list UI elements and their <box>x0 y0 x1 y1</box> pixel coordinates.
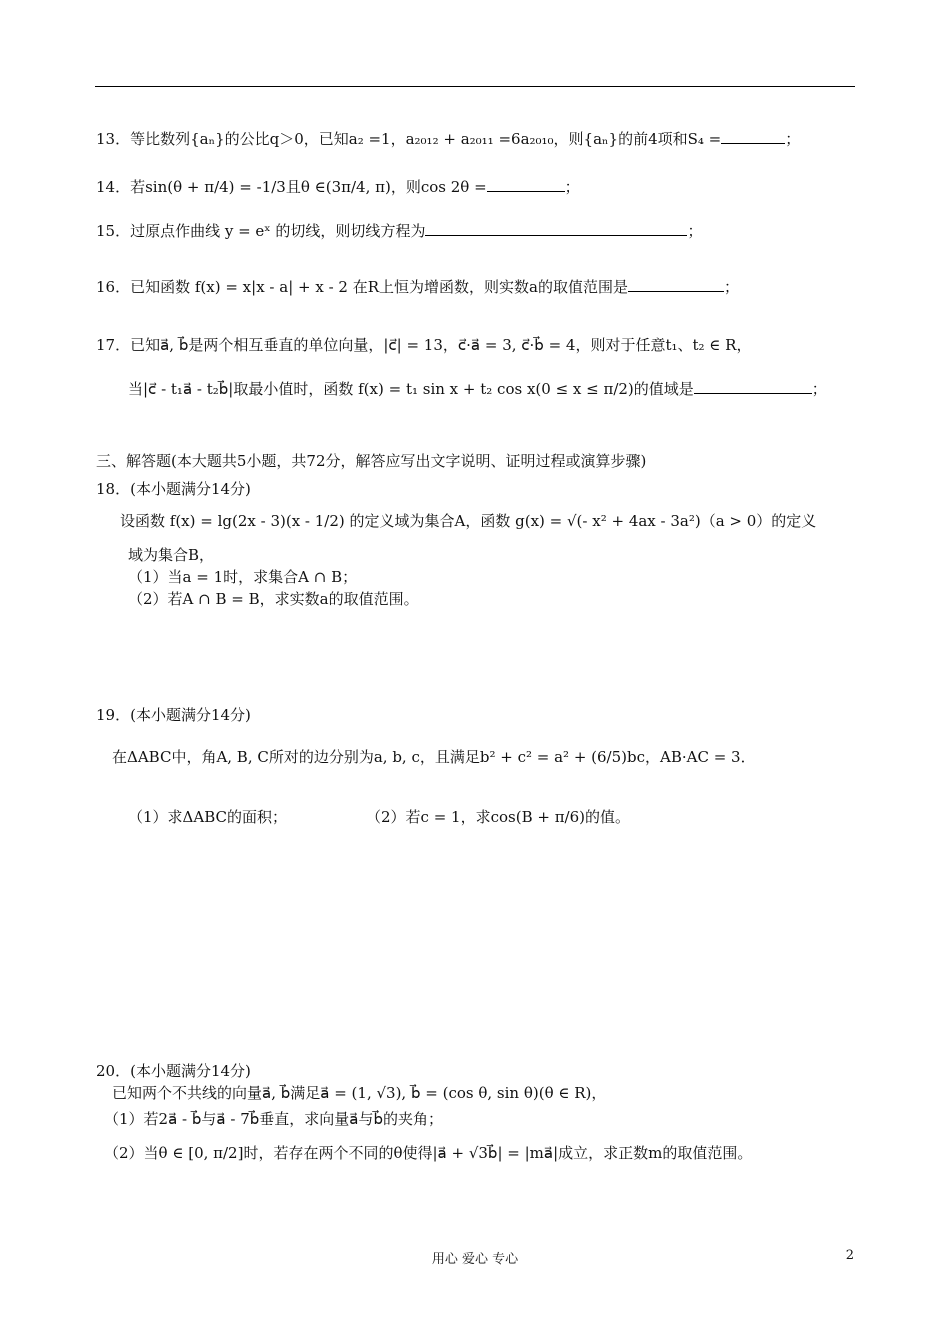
q20-part1: （1）若2a⃗ - b⃗与a⃗ - 7b⃗垂直，求向量a⃗与b⃗的夹角； <box>104 1110 443 1128</box>
q19-title: 19．(本小题满分14分) <box>96 706 251 724</box>
q20-part2: （2）当θ ∈ [0, π/2]时，若存在两个不同的θ使得|a⃗ + √3b⃗| = |ma⃗|成立，求正数m的取值范围。 <box>104 1144 753 1162</box>
page-number: 2 <box>845 1248 854 1263</box>
q18-part1: （1）当a = 1时，求集合A ∩ B； <box>128 568 358 586</box>
q18-line1: 设函数 f(x) = lg(2x - 3)(x - 1/2) 的定义域为集合A，函数 g(x) = √(- x² + 4ax - 3a²)（a > 0）的定义 <box>120 512 817 530</box>
question-15: 15．过原点作曲线 y = eˣ 的切线，则切线方程为 ； <box>96 222 703 240</box>
question-17: 17．已知a⃗, b⃗是两个相互垂直的单位向量，|c⃗| = 13，c⃗·a⃗ = 3, c⃗·b⃗ = 4，则对于任意t₁、t₂ ∈ R， <box>96 336 752 354</box>
header-rule <box>95 86 855 87</box>
question-17-cont: 当|c⃗ - t₁a⃗ - t₂b⃗|取最小值时，函数 f(x) = t₁ sin x + t₂ cos x(0 ≤ x ≤ π/2)的值域是 ； <box>128 380 827 398</box>
q20-line1: 已知两个不共线的向量a⃗, b⃗满足a⃗ = (1, √3), b⃗ = (cos θ, sin θ)(θ ∈ R)， <box>112 1084 607 1102</box>
q18-part2: （2）若A ∩ B = B，求实数a的取值范围。 <box>128 590 419 608</box>
question-13: 13．等比数列{aₙ}的公比q＞0，已知a₂ =1，a₂₀₁₂ + a₂₀₁₁ =6a₂₀₁₀，则{aₙ}的前4项和S₄ = ； <box>96 130 801 148</box>
q18-line2: 域为集合B， <box>128 546 215 564</box>
question-14: 14．若sin(θ + π/4) = -1/3且θ ∈(3π/4, π)，则cos 2θ = ； <box>96 178 580 196</box>
question-16: 16．已知函数 f(x) = x|x - a| + x - 2 在R上恒为增函数，则实数a的取值范围是 ； <box>96 278 739 296</box>
q20-title: 20．(本小题满分14分) <box>96 1062 251 1080</box>
section-heading: 三、解答题(本大题共5小题，共72分，解答应写出文字说明、证明过程或演算步骤) <box>96 452 647 470</box>
q19-part1: （1）求ΔABC的面积； <box>128 808 287 826</box>
q19-line1: 在ΔABC中，角A, B, C所对的边分别为a, b, c，且满足b² + c² = a² + (6/5)bc，AB·AC = 3． <box>112 748 756 766</box>
q18-title: 18．(本小题满分14分) <box>96 480 251 498</box>
q19-part2: （2）若c = 1，求cos(B + π/6)的值。 <box>366 808 631 826</box>
footer-text: 用心 爱心 专心 <box>431 1252 519 1267</box>
